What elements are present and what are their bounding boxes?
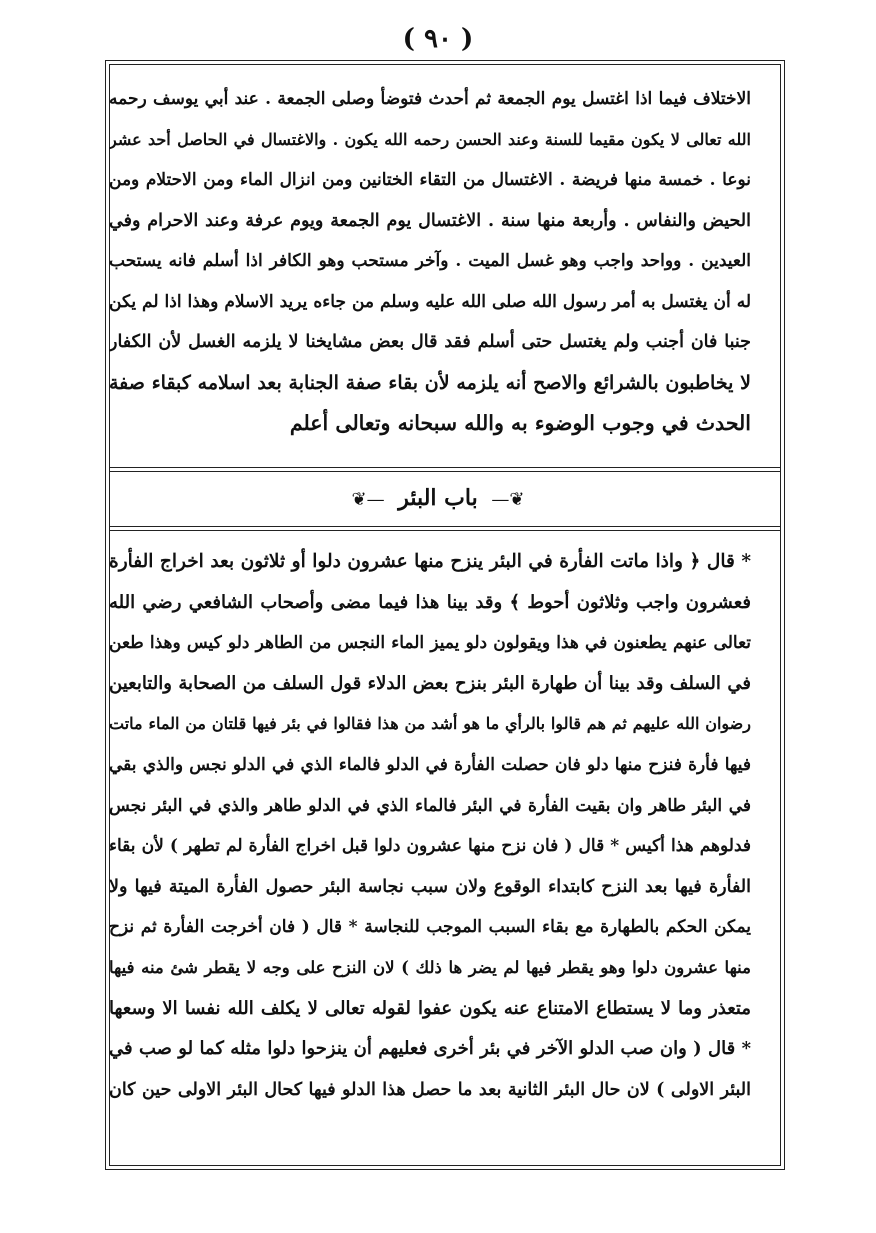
text-line: الاختلاف فيما اذا اغتسل يوم الجمعة ثم أحدث فتوضأ وصلى الجمعة . عند أبي يوسف رحمه	[109, 89, 751, 109]
chapter-divider-top	[110, 467, 780, 468]
text-line: في البئر طاهر وان بقيت الفأرة في البئر فالماء الذي في الدلو طاهر والذي في البئر نجس	[109, 795, 751, 816]
chapter-divider-bottom-inner	[110, 526, 780, 527]
text-line: يمكن الحكم بالطهارة مع بقاء السبب الموجب للنجاسة * قال ( فان أخرجت الفأرة ثم نزح	[109, 917, 751, 938]
text-line: له أن يغتسل به أمر رسول الله صلى الله عليه وسلم من جاءه يريد الاسلام وهذا اذا لم يكن	[109, 291, 751, 312]
chapter-heading	[0, 480, 876, 518]
ornament-right-icon: ❦—	[491, 489, 525, 510]
text-line: جنبا فان أجنب ولم يغتسل حتى أسلم فقد قال بعض مشايخنا لا يلزمه الغسل لأن الكفار	[109, 332, 751, 352]
text-line: العيدين . وواحد واجب وهو غسل الميت . وآخر مستحب وهو الكافر اذا أسلم فانه يستحب	[109, 251, 751, 271]
text-line: فيها فأرة فنزح منها دلو فان حصلت الفأرة في الدلو فالماء الذي في الدلو نجس والذي بقي	[109, 754, 751, 775]
text-line: * قال ﴿ واذا ماتت الفأرة في البئر ينزح منها عشرون دلوا أو ثلاثون بعد اخراج الفأرة	[109, 551, 751, 572]
text-line: رضوان الله عليهم ثم هم قالوا بالرأي ما هو أشد من هذا فقالوا في بئر فيها قلتان من الماء ماتت	[109, 714, 751, 734]
text-line: منها عشرون دلوا وهو يقطر فيها لم يضر ها ذلك ) لان النزح على وجه لا يقطر شئ منه فيها	[109, 957, 751, 977]
text-line: فعشرون واجب وثلاثون أحوط ﴾ وقد بينا هذا فيما مضى وأصحاب الشافعي رضي الله	[109, 591, 751, 613]
section-1-text	[109, 79, 751, 444]
chapter-divider-top-inner	[110, 471, 780, 472]
text-line: فدلوهم هذا أكيس * قال ( فان نزح منها عشرون دلوا قبل اخراج الفأرة لم تطهر ) لأن بقاء	[109, 836, 751, 857]
text-line: متعذر وما لا يستطاع الامتناع عنه يكون عفوا لقوله تعالى لا يكلف الله نفسا الا وسعها	[109, 997, 751, 1019]
text-line: الفأرة فيها بعد النزح كابتداء الوقوع ولان سبب نجاسة البئر حصول الفأرة الميتة فيها ولا	[109, 876, 751, 897]
text-line: الحدث في وجوب الوضوء به والله سبحانه وتعالى أعلم	[289, 411, 751, 435]
ornament-left-icon: —❦	[351, 489, 385, 510]
text-line: في السلف وقد بينا أن طهارة البئر بنزح بعض الدلاء قول السلف من الصحابة والتابعين	[109, 672, 751, 694]
text-line: نوعا . خمسة منها فريضة . الاغتسال من التقاء الختانين ومن انزال الماء ومن الاحتلام ومن	[109, 170, 751, 190]
chapter-divider-bottom	[110, 530, 780, 531]
text-line: تعالى عنهم يطعنون في هذا ويقولون دلو يميز الماء النجس من الطاهر دلو كيس وهذا طعن	[109, 633, 751, 654]
section-2-text	[109, 542, 751, 1110]
chapter-title: باب البئر	[398, 485, 478, 511]
text-line: البئر الاولى ) لان حال البئر الثانية بعد ما حصل هذا الدلو فيها كحال البئر الاولى حين كان	[109, 1079, 751, 1100]
page-number: ( ٩٠ )	[402, 24, 474, 54]
text-line: الله تعالى لا يكون مقيما للسنة وعند الحسن رحمه الله يكون . والاغتسال في الحاصل أحد عشر	[109, 129, 751, 149]
text-line: * قال ( وان صب الدلو الآخر في بئر أخرى فعليهم أن ينزحوا دلوا مثله كما لو صب في	[109, 1038, 751, 1060]
text-line: لا يخاطبون بالشرائع والاصح أنه يلزمه لأن بقاء صفة الجنابة بعد اسلامه كبقاء صفة	[109, 371, 751, 394]
text-line: الحيض والنفاس . وأربعة منها سنة . الاغتسال يوم الجمعة ويوم عرفة وعند الاحرام وفي	[109, 210, 751, 231]
